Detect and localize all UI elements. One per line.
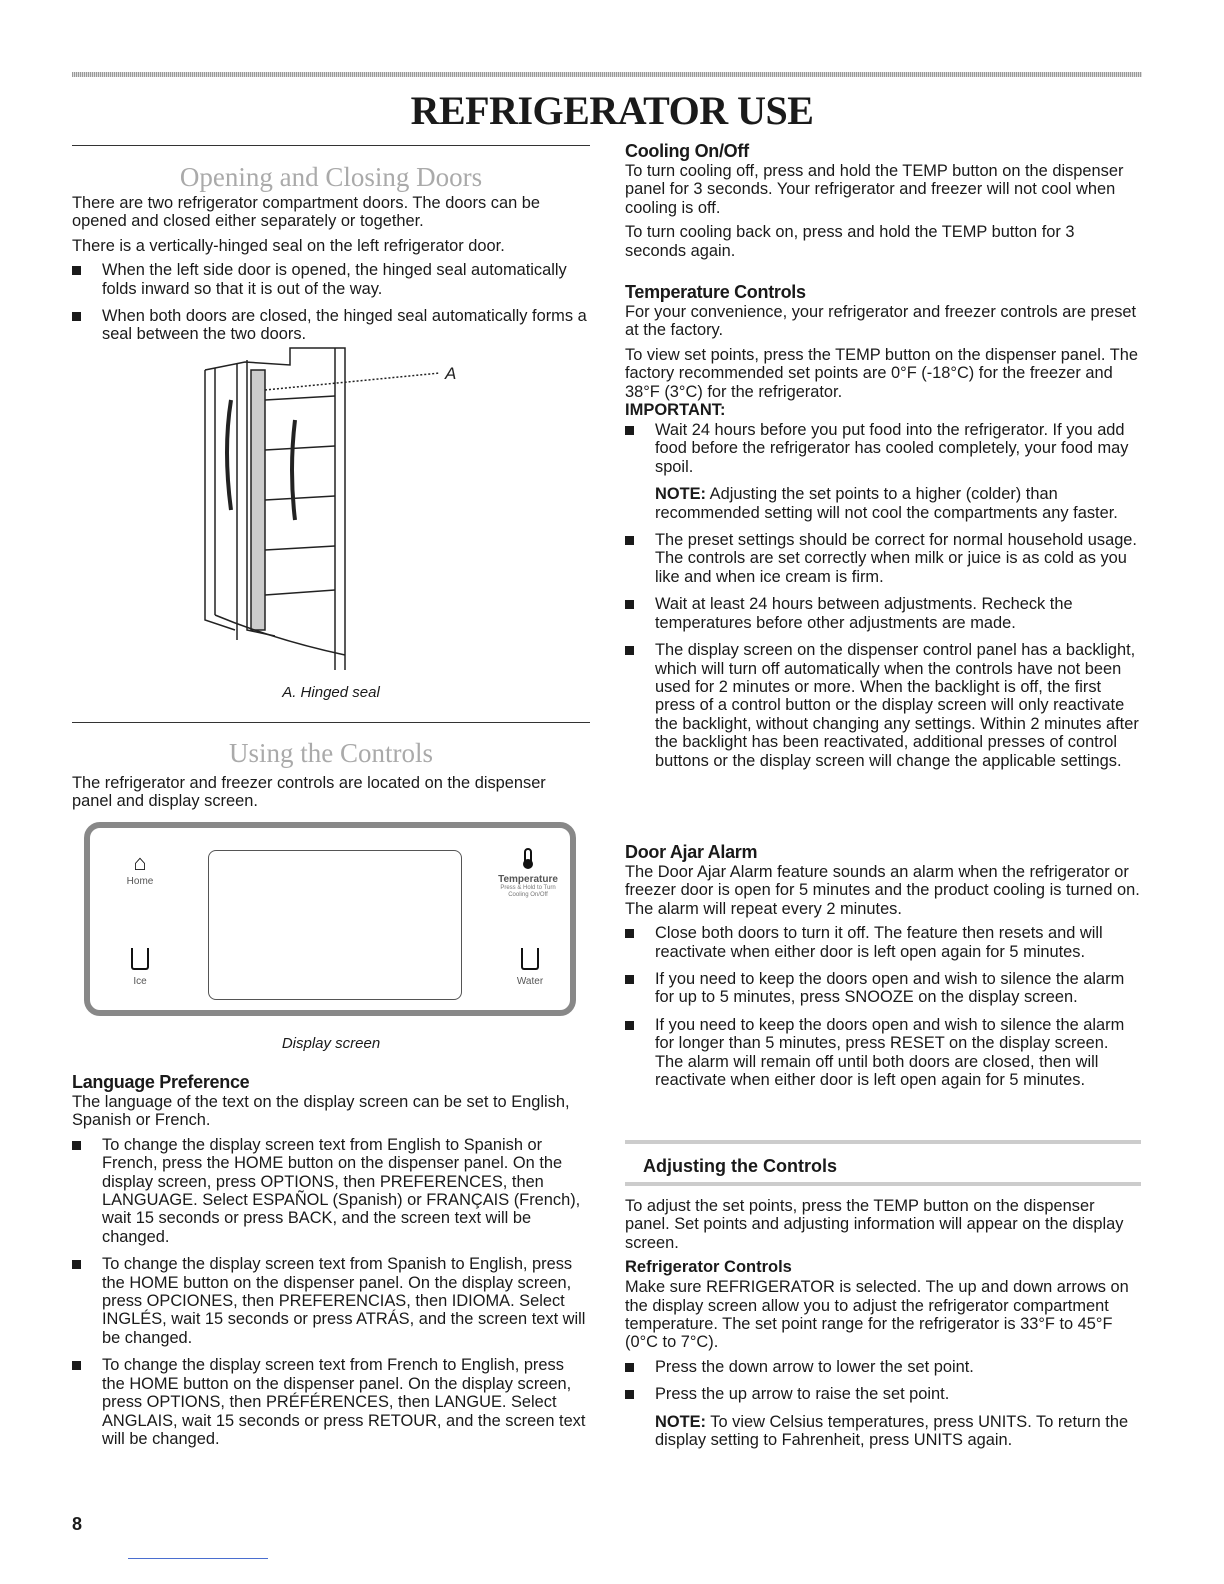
bullet-icon — [625, 426, 634, 435]
bullet-list — [72, 1136, 587, 1449]
heading-adjusting: Adjusting the Controls — [643, 1156, 837, 1176]
bullet-list — [625, 924, 1140, 1089]
heading-language: Language Preference — [72, 1072, 250, 1092]
bullet-icon — [625, 1390, 634, 1399]
note: NOTE: To view Celsius temperatures, press UNITS. To return the display setting to Fahrenheit, press UNITS again. — [655, 1412, 1129, 1450]
list-item: If you need to keep the doors open and wish to silence the alarm for up to 5 minutes, press SNOOZE on the display screen. — [625, 970, 1140, 1007]
heading-temperature: Temperature Controls — [625, 282, 806, 302]
water-glass-icon — [521, 948, 539, 970]
bullet-icon — [72, 266, 81, 275]
bullet-icon — [625, 646, 634, 655]
list-item: To change the display screen text from Spanish to English, press the HOME button on the dispenser panel. On the display screen, press OPCIONES, then PREFERENCIAS, then IDIOMA. Select INGLÉS, wait 15 seconds or press ATRÁS, and the screen text will be changed. — [72, 1255, 587, 1347]
bullet-icon — [72, 1141, 81, 1150]
list-item: Wait 24 hours before you put food into the refrigerator. If you add food before the refrigerator has cooled completely, your food may spoil. NOTE: Adjusting the set points to a higher (colder) than recommended setting will not cool the compartments any faster. — [625, 421, 1140, 522]
paragraph: There is a vertically-hinged seal on the left refrigerator door. — [72, 236, 505, 255]
heading-door-ajar: Door Ajar Alarm — [625, 842, 758, 862]
paragraph: To view set points, press the TEMP button on the dispenser panel. The factory recommended set points are 0°F (-18°C) for the freezer and 38°F (3°C) for the refrigerator. — [625, 345, 1138, 401]
bullet-icon — [625, 975, 634, 984]
door-ajar-section — [625, 842, 1140, 1098]
bullet-icon — [72, 1260, 81, 1269]
thermometer-icon — [524, 848, 532, 868]
top-rule — [72, 72, 1142, 77]
list-item: Wait at least 24 hours between adjustments. Recheck the temperatures before other adjustments are made. — [625, 595, 1140, 632]
list-item: To change the display screen text from French to English, press the HOME button on the dispenser panel. On the display screen, press OPTIONS, then PRÉFÉRENCES, then LANGUE. Select ANGLAIS, wait 15 seconds or press RETOUR, and the screen text will be changed. — [72, 1356, 587, 1448]
paragraph: To turn cooling back on, press and hold the TEMP button for 3 seconds again. — [625, 223, 1075, 260]
list-item: When the left side door is opened, the hinged seal automatically folds inward so that it is out of the way. — [72, 261, 587, 298]
list-item: The preset settings should be correct for normal household usage. The controls are set correctly when milk or juice is as cold as you like and when ice cream is firm. — [625, 531, 1140, 586]
opening-section-body — [72, 194, 587, 353]
list-item: Press the down arrow to lower the set point. — [625, 1358, 1140, 1376]
bullet-icon — [625, 536, 634, 545]
paragraph: For your convenience, your refrigerator and freezer controls are preset at the factory. — [625, 303, 1137, 340]
bullet-list — [625, 421, 1140, 770]
bullet-icon — [625, 1363, 634, 1372]
list-item: The display screen on the dispenser control panel has a backlight, which will turn off automatically when the controls have not been used for 2 minutes or more. When the backlight is off, the first press of a control button or the display screen will only reactivate the backlight, without changing any settings. Within 2 minutes after the backlight has been reactivated, additional presses of control buttons or the display screen will change the applicable settings. — [625, 641, 1140, 770]
heading-cooling: Cooling On/Off — [625, 141, 749, 161]
figure-caption: Display screen — [281, 1035, 381, 1052]
adjusting-section — [625, 1197, 1140, 1458]
list-item: Close both doors to turn it off. The feature then resets and will reactivate when either door is left open again for 5 minutes. — [625, 924, 1140, 961]
bullet-list — [625, 1358, 1140, 1450]
home-button: ⌂ Home — [110, 850, 170, 887]
paragraph: The Door Ajar Alarm feature sounds an alarm when the refrigerator or freezer door is open for 5 minutes and the product cooling is turned on. The alarm will repeat every 2 minutes. — [625, 863, 1140, 918]
paragraph: To turn cooling off, press and hold the TEMP button on the dispenser panel for 3 seconds. Your refrigerator and freezer will not cool when cooling is off. — [625, 162, 1124, 217]
paragraph: The refrigerator and freezer controls are located on the dispenser panel and display screen. — [72, 774, 546, 811]
paragraph: There are two refrigerator compartment doors. The doors can be opened and closed either separately or together. — [72, 194, 540, 231]
temperature-section — [625, 282, 1140, 779]
dispenser-display-panel — [84, 822, 576, 1016]
bullet-list — [72, 261, 587, 344]
language-section — [72, 1072, 587, 1457]
heading-refrigerator-controls: Refrigerator Controls — [625, 1258, 792, 1277]
water-button: Water — [500, 948, 560, 987]
note: NOTE: Adjusting the set points to a higher (colder) than recommended setting will not cool the compartments any faster. — [655, 485, 1118, 522]
bullet-icon — [625, 600, 634, 609]
paragraph: The language of the text on the display screen can be set to English, Spanish or French. — [72, 1093, 570, 1130]
section-heading-controls: Using the Controls — [228, 738, 433, 768]
section-rule — [72, 145, 590, 146]
bullet-icon — [72, 312, 81, 321]
figure-label-a: A — [445, 364, 457, 383]
figure-caption: A. Hinged seal — [282, 684, 380, 701]
page-title: REFRIGERATOR USE — [410, 88, 814, 133]
paragraph: To adjust the set points, press the TEMP button on the dispenser panel. Set points and adjusting information will appear on the display screen. — [625, 1197, 1124, 1252]
cooling-section — [625, 141, 1140, 266]
temperature-button: Temperature Press & Hold to Turn Cooling On/Off — [490, 848, 566, 899]
paragraph: Make sure REFRIGERATOR is selected. The up and down arrows on the display screen allow you to adjust the refrigerator compartment temperature. The set point range for the refrigerator is 33°F to 45°F (0°C to 7°C). — [625, 1278, 1129, 1352]
ice-button: Ice — [110, 948, 170, 987]
section-rule — [72, 722, 590, 723]
footer-line — [128, 1558, 268, 1559]
controls-intro — [72, 774, 587, 817]
important-label: IMPORTANT: — [625, 401, 726, 420]
section-heading-opening: Opening and Closing Doors — [179, 162, 483, 192]
page-number: 8 — [72, 1514, 83, 1534]
list-item: When both doors are closed, the hinged seal automatically forms a seal between the two doors. — [72, 307, 587, 344]
ice-glass-icon — [131, 948, 149, 970]
bullet-icon — [72, 1361, 81, 1370]
list-item: If you need to keep the doors open and wish to silence the alarm for longer than 5 minutes, press RESET on the display screen. The alarm will remain off until both doors are closed, then will reactivate when either door is left open again for 5 minutes. — [625, 1016, 1140, 1090]
refrigerator-door-illustration — [195, 340, 475, 680]
bullet-icon — [625, 1021, 634, 1030]
list-item: To change the display screen text from English to Spanish or French, press the HOME button on the dispenser panel. On the display screen, press OPTIONS, then PREFERENCES, then LANGUAGE. Select ESPAÑOL (Spanish) or FRANÇAIS (French), wait 15 seconds or press BACK, and the screen text will be changed. — [72, 1136, 587, 1246]
bullet-icon — [625, 929, 634, 938]
display-screen — [208, 850, 462, 1000]
list-item: Press the up arrow to raise the set point. NOTE: To view Celsius temperatures, press UNITS. To return the display setting to Fahrenheit, press UNITS again. — [625, 1385, 1140, 1449]
adjusting-heading-bar — [625, 1140, 1141, 1186]
home-icon: ⌂ — [133, 850, 147, 875]
